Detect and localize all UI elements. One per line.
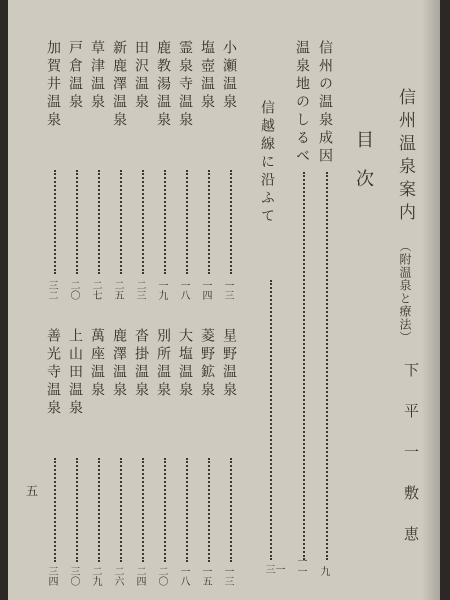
entry-page: 一三	[222, 280, 233, 300]
toc-entry	[156, 40, 176, 302]
page-edge-shadow	[422, 0, 440, 600]
entry-page: 二九	[90, 566, 101, 586]
leader-dots	[54, 458, 56, 562]
leader-dots	[186, 170, 188, 274]
leader-dots	[303, 172, 305, 560]
entry-title: 戸倉温泉	[67, 40, 83, 112]
section-title: 信越線に沿ふて	[259, 100, 275, 226]
entry-title: 菱野鉱泉	[199, 328, 215, 400]
toc-entry	[200, 328, 220, 588]
toc-entry	[90, 40, 110, 302]
entry-page: 二七	[90, 280, 101, 300]
entry-page: 一八	[178, 566, 189, 586]
entry-page: 一三	[222, 566, 233, 586]
entry-title: 善光寺温泉	[45, 328, 61, 418]
toc-entry	[222, 40, 242, 302]
leader-dots	[98, 170, 100, 274]
toc-front-entry	[295, 40, 315, 580]
toc-entry	[178, 328, 198, 588]
entry-title: 温泉地のしるべ	[294, 40, 310, 166]
entry-page: 一九	[156, 280, 167, 300]
leader-dots	[164, 170, 166, 274]
toc-entry	[222, 328, 242, 588]
entry-page: 二三	[134, 280, 145, 300]
entry-title: 鹿澤温泉	[111, 328, 127, 400]
leader-dots	[208, 458, 210, 562]
entry-title: 加賀井温泉	[45, 40, 61, 130]
entry-title: 草津温泉	[89, 40, 105, 112]
book-subtitle: （附温泉と療法）	[398, 240, 412, 344]
leader-dots	[208, 170, 210, 274]
entry-page: 三四	[46, 566, 57, 586]
entry-title: 沓掛温泉	[133, 328, 149, 400]
entry-page: 二五	[112, 280, 123, 300]
leader-dots	[76, 170, 78, 274]
entry-page: 一一	[295, 556, 306, 576]
leader-dots	[76, 458, 78, 562]
entry-title: 上山田温泉	[67, 328, 83, 418]
leader-dots	[164, 458, 166, 562]
leader-dots	[54, 170, 56, 274]
book-page	[8, 0, 440, 600]
leader-dots	[120, 458, 122, 562]
entry-title: 小瀬温泉	[221, 40, 237, 112]
leader-dots	[186, 458, 188, 562]
toc-entry	[46, 328, 66, 588]
entry-title: 大塩温泉	[177, 328, 193, 400]
toc-entry	[200, 40, 220, 302]
entry-title: 信州の温泉成因	[317, 40, 333, 166]
toc-front-entry	[318, 40, 338, 580]
entry-title: 新鹿澤温泉	[111, 40, 127, 130]
toc-entry	[156, 328, 176, 588]
entry-page: 九	[318, 566, 329, 576]
leader-dots	[230, 170, 232, 274]
entry-page: 三〇	[68, 566, 79, 586]
entry-title: 霊泉寺温泉	[177, 40, 193, 130]
toc-entry	[112, 40, 132, 302]
toc-entry	[68, 328, 88, 588]
leader-dots	[326, 172, 328, 560]
leader-dots	[120, 170, 122, 274]
entry-page: 二四	[134, 566, 145, 586]
entry-title: 萬座温泉	[89, 328, 105, 400]
page-number: 五	[26, 484, 39, 498]
publisher-name: 下平一敷恵	[402, 362, 420, 567]
leader-dots	[98, 458, 100, 562]
entry-page: 二六	[112, 566, 123, 586]
entry-title: 田沢温泉	[133, 40, 149, 112]
entry-title: 塩壺温泉	[199, 40, 215, 112]
toc-section	[260, 100, 286, 580]
entry-page: 一五	[200, 566, 211, 586]
section-page: 一三	[263, 564, 284, 574]
toc-entry	[178, 40, 198, 302]
entry-page: 二〇	[156, 566, 167, 586]
toc-entry	[68, 40, 88, 302]
toc-heading: 目 次	[353, 130, 374, 187]
entry-title: 別所温泉	[155, 328, 171, 400]
toc-entry	[112, 328, 132, 588]
toc-entry	[134, 40, 154, 302]
toc-entry	[46, 40, 66, 302]
toc-entry	[134, 328, 154, 588]
book-title: 信州温泉案内	[395, 88, 415, 226]
entry-page: 二〇	[68, 280, 79, 300]
toc-entry	[90, 328, 110, 588]
entry-title: 鹿教湯温泉	[155, 40, 171, 130]
entry-page: 一四	[200, 280, 211, 300]
leader-dots	[142, 458, 144, 562]
leader-dots	[270, 280, 272, 560]
entry-title: 星野温泉	[221, 328, 237, 400]
entry-page: 一八	[178, 280, 189, 300]
entry-page: 三二	[46, 280, 57, 300]
leader-dots	[142, 170, 144, 274]
leader-dots	[230, 458, 232, 562]
